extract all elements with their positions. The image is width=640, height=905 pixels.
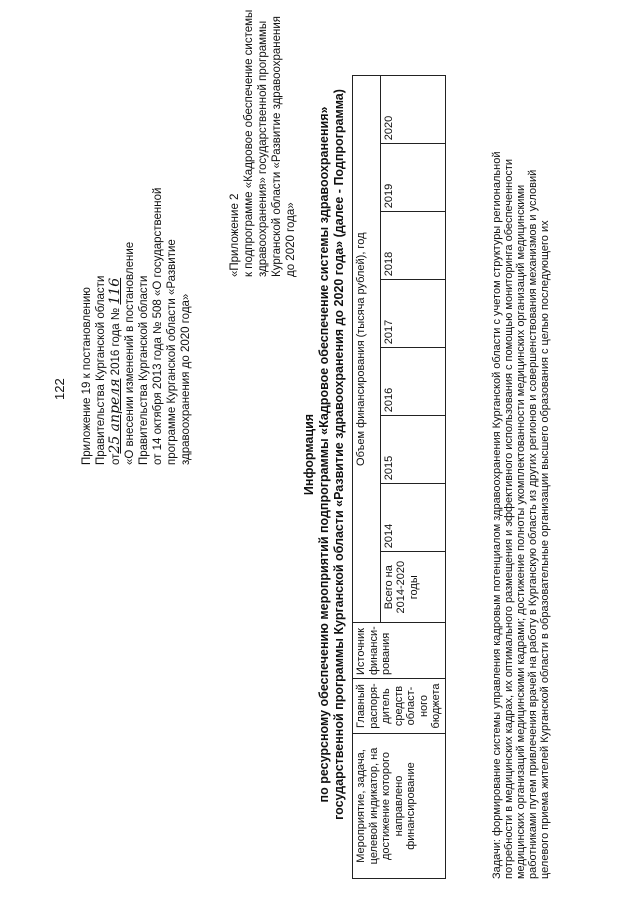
header-total	[380, 552, 445, 623]
appendix-2-line: «Приложение 2	[229, 193, 241, 277]
header-executor	[353, 679, 446, 734]
tasks-line: медицинских организаций медицинскими кадрами; достижение полноты укомплектованности медицинских организаций медицинскими	[515, 184, 527, 879]
date-prefix: от	[110, 453, 122, 465]
header-text: финанси-	[367, 626, 380, 675]
appendix-19-line: от 14 октября 2013 года № 508 «О государственной	[152, 187, 164, 465]
document-title	[302, 32, 347, 877]
title-line: по ресурсному обеспечению мероприятий подпрограммы «Кадровое обеспечение системы здравоохранения»	[317, 106, 331, 803]
appendix-19-line: Правительства Курганской области	[95, 275, 107, 465]
title-line: Информация	[302, 413, 316, 496]
handwritten-date: 25 апреля	[107, 378, 123, 454]
header-year: 2017	[380, 280, 445, 348]
header-text: ного	[417, 694, 430, 718]
header-year: 2015	[380, 416, 445, 484]
header-text: рования	[380, 632, 392, 675]
appendix-2-block	[228, 7, 298, 277]
date-middle: 2016 года №	[110, 307, 122, 376]
header-text: годы	[407, 575, 420, 600]
page-number: 122	[52, 378, 67, 400]
header-source	[353, 623, 446, 679]
tasks-paragraph	[491, 19, 551, 879]
header-text: распоря-	[367, 683, 380, 729]
table-header-row	[353, 76, 381, 879]
header-measure	[353, 734, 446, 879]
header-funding-volume: Объем финансирования (тысяча рублей), год	[353, 76, 381, 623]
tasks-line: Задачи: формирование системы управления кадровым потенциалом здравоохранения Курганской области с учетом структуры региональной	[491, 151, 503, 879]
appendix-19-line: «О внесении изменений в постановление	[124, 241, 136, 465]
appendix-2-line: до 2020 года»	[285, 202, 297, 277]
header-text: Главный	[355, 684, 367, 728]
header-text: област-	[405, 686, 417, 726]
header-year: 2016	[380, 348, 445, 416]
appendix-19-line: программе Курганской области «Развитие	[166, 239, 178, 465]
appendix-2-line: Курганской области «Развитие здравоохранения	[271, 15, 283, 277]
appendix-2-line: к подпрограмме «Кадровое обеспечение системы	[243, 9, 255, 277]
funding-table	[352, 75, 446, 879]
appendix-19-block	[80, 35, 193, 465]
tasks-line: целевого приема жителей Курганской области в образовательные организации высшего образования с целью последующего их	[539, 220, 551, 879]
appendix-19-date-line	[108, 35, 123, 465]
header-year: 2020	[380, 76, 445, 144]
header-text: достижение которого	[380, 751, 392, 861]
header-text: средств	[392, 685, 405, 727]
title-line: государственной программы Курганской области «Развитие здравоохранения до 2020 года» (далее - Подпрограмма)	[332, 89, 346, 820]
header-text: 2014-2020	[395, 560, 407, 614]
appendix-19-line: здравоохранения до 2020 года»	[180, 293, 192, 465]
appendix-19-line: Приложение 19 к постановлению	[81, 287, 93, 465]
header-text: целевой индикатор, на	[367, 747, 380, 865]
header-text: Всего на	[382, 565, 395, 610]
header-text: дитель	[380, 688, 392, 724]
header-text: направлено финансирование	[392, 762, 417, 850]
header-year: 2018	[380, 212, 445, 280]
header-year: 2019	[380, 144, 445, 212]
tasks-line: работниками путем привлечения врачей на работу в Курганскую область из других регионов и совершенствования механизмов и условий	[527, 169, 539, 879]
header-text: Источник	[355, 628, 367, 675]
appendix-2-line: здравоохранения» государственной программы	[257, 20, 269, 277]
handwritten-number: 116	[107, 277, 123, 305]
header-year: 2014	[380, 484, 445, 552]
appendix-19-line: Правительства Курганской области	[138, 275, 150, 465]
header-text: бюджета	[430, 683, 442, 729]
header-text: Мероприятие, задача,	[355, 749, 367, 863]
tasks-line: потребности в медицинских кадрах, их оптимального размещения и эффективного использования с помощью мониторинга обеспеченности	[503, 158, 515, 879]
